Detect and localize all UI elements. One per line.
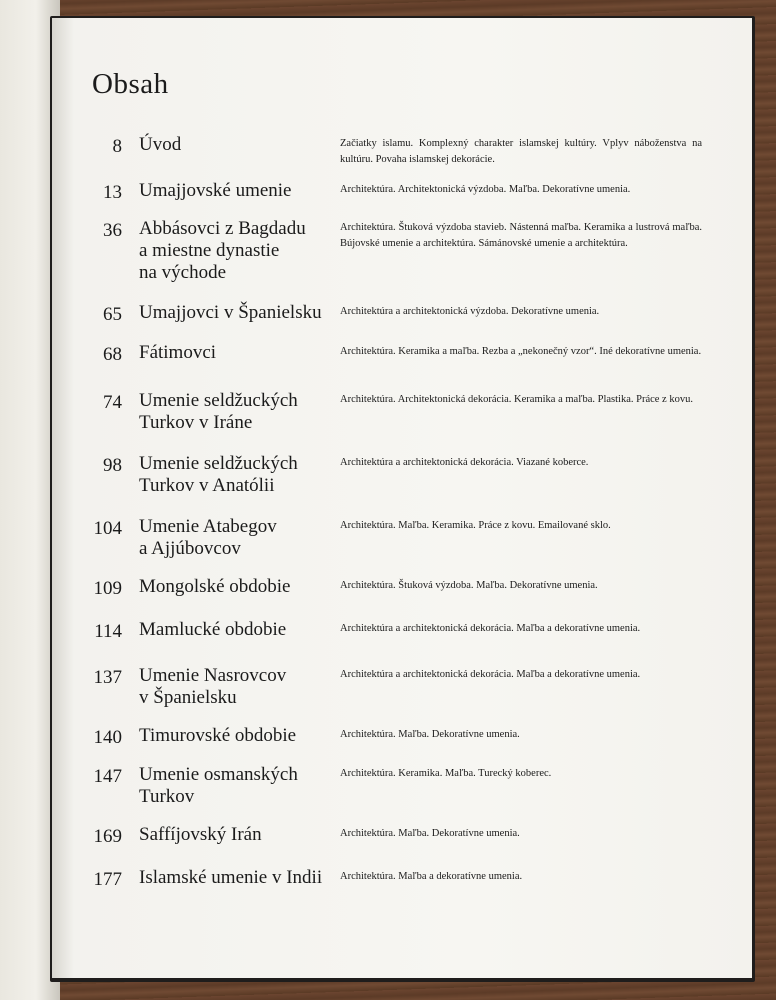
toc-chapter-title bbox=[139, 824, 262, 846]
toc-chapter-title-line: Úvod bbox=[139, 134, 182, 155]
toc-chapter-title bbox=[139, 134, 181, 156]
toc-chapter-description: Architektúra a architektonická dekorácia. Maľba a dekoratívne umenia. bbox=[340, 623, 641, 634]
book-page bbox=[52, 18, 752, 978]
toc-chapter-title-line: na východe bbox=[139, 262, 227, 283]
toc-chapter-title-line: Islamské umenie v Indii bbox=[139, 867, 323, 888]
toc-chapter-title bbox=[139, 764, 298, 808]
toc-chapter-title bbox=[139, 180, 292, 202]
toc-chapter-title-line: Mamlucké obdobie bbox=[139, 619, 287, 640]
toc-page-number: 140 bbox=[93, 727, 122, 748]
toc-chapter-title-line: Mongolské obdobie bbox=[139, 576, 291, 597]
toc-chapter-title-line: Fátimovci bbox=[139, 342, 217, 363]
toc-page-number: 104 bbox=[93, 518, 122, 539]
toc-chapter-description: Architektúra. Architektonická výzdoba. Maľba. Dekoratívne umenia. bbox=[340, 184, 631, 195]
toc-chapter-title-line: Turkov v Anatólii bbox=[139, 475, 275, 496]
toc-chapter-title bbox=[139, 516, 277, 560]
toc-chapter-title-line: Umenie Atabegov bbox=[139, 516, 277, 537]
toc-chapter-description: Architektúra a architektonická výzdoba. Dekoratívne umenia. bbox=[340, 306, 600, 317]
toc-chapter-description: Architektúra. Štuková výzdoba stavieb. Nástenná maľba. Keramika a lustrová maľba. Bújovské umenie a architektúra. Sámánovské umenie a architektúra. bbox=[340, 222, 702, 249]
toc-page-number: 177 bbox=[93, 869, 122, 890]
toc-chapter-title bbox=[139, 390, 298, 434]
toc-chapter-description: Začiatky islamu. Komplexný charakter islamskej kultúry. Vplyv náboženstva na kultúru. Povaha islamskej dekorácie. bbox=[340, 138, 702, 165]
toc-chapter-title bbox=[139, 665, 286, 709]
page-title: Obsah bbox=[92, 68, 169, 100]
toc-page-number: 8 bbox=[112, 136, 122, 157]
toc-chapter-title bbox=[139, 302, 322, 324]
toc-chapter-title-line: a Ajjúbovcov bbox=[139, 538, 241, 559]
toc-chapter-description: Architektúra. Keramika a maľba. Rezba a „nekonečný vzor“. Iné dekoratívne umenia. bbox=[340, 346, 702, 357]
toc-chapter-description: Architektúra. Maľba a dekoratívne umenia. bbox=[340, 871, 523, 882]
toc-chapter-title bbox=[139, 453, 298, 497]
toc-chapter-description: Architektúra. Architektonická dekorácia. Keramika a maľba. Plastika. Práce z kovu. bbox=[340, 394, 693, 405]
toc-chapter-title-line: Umenie Nasrovcov bbox=[139, 665, 287, 686]
toc-chapter-title bbox=[139, 867, 322, 889]
toc-chapter-title-line: Turkov bbox=[139, 786, 195, 807]
toc-page-number: 114 bbox=[94, 621, 122, 642]
toc-chapter-description: Architektúra a architektonická dekorácia. Maľba a dekoratívne umenia. bbox=[340, 669, 641, 680]
toc-chapter-title-line: v Španielsku bbox=[139, 687, 237, 708]
toc-page-number: 98 bbox=[103, 455, 122, 476]
toc-chapter-title bbox=[139, 342, 216, 364]
toc-page-number: 13 bbox=[103, 182, 122, 203]
toc-chapter-description: Architektúra. Maľba. Dekoratívne umenia. bbox=[340, 828, 520, 839]
toc-chapter-title-line: Umenie seldžuckých bbox=[139, 390, 298, 411]
toc-page-number: 36 bbox=[103, 220, 122, 241]
toc-chapter-description: Architektúra. Štuková výzdoba. Maľba. Dekoratívne umenia. bbox=[340, 580, 598, 591]
toc-chapter-title bbox=[139, 218, 306, 284]
toc-chapter-title-line: Turkov v Iráne bbox=[139, 412, 253, 433]
toc-page-number: 109 bbox=[93, 578, 122, 599]
toc-chapter-title-line: Umajjovci v Španielsku bbox=[139, 302, 322, 323]
toc-page-number: 137 bbox=[93, 667, 122, 688]
toc-page-number: 65 bbox=[103, 304, 122, 325]
toc-chapter-title-line: Umenie seldžuckých bbox=[139, 453, 298, 474]
toc-page-number: 169 bbox=[93, 826, 122, 847]
toc-chapter-title-line: Saffíjovský Irán bbox=[139, 824, 262, 845]
toc-chapter-title-line: Abbásovci z Bagdadu bbox=[139, 218, 306, 239]
toc-chapter-title-line: Timurovské obdobie bbox=[139, 725, 297, 746]
toc-chapter-description: Architektúra. Keramika. Maľba. Turecký koberec. bbox=[340, 768, 552, 779]
toc-chapter-description: Architektúra a architektonická dekorácia. Viazané koberce. bbox=[340, 457, 589, 468]
toc-chapter-title-line: Umajjovské umenie bbox=[139, 180, 292, 201]
toc-chapter-title bbox=[139, 619, 286, 641]
toc-chapter-title-line: Umenie osmanských bbox=[139, 764, 298, 785]
toc-chapter-description: Architektúra. Maľba. Dekoratívne umenia. bbox=[340, 729, 520, 740]
toc-page-number: 68 bbox=[103, 344, 122, 365]
toc-chapter-title bbox=[139, 725, 296, 747]
toc-chapter-title-line: a miestne dynastie bbox=[139, 240, 280, 261]
toc-chapter-description: Architektúra. Maľba. Keramika. Práce z kovu. Emailované sklo. bbox=[340, 520, 611, 531]
toc-page-number: 147 bbox=[93, 766, 122, 787]
toc-chapter-title bbox=[139, 576, 290, 598]
toc-page-number: 74 bbox=[103, 392, 122, 413]
